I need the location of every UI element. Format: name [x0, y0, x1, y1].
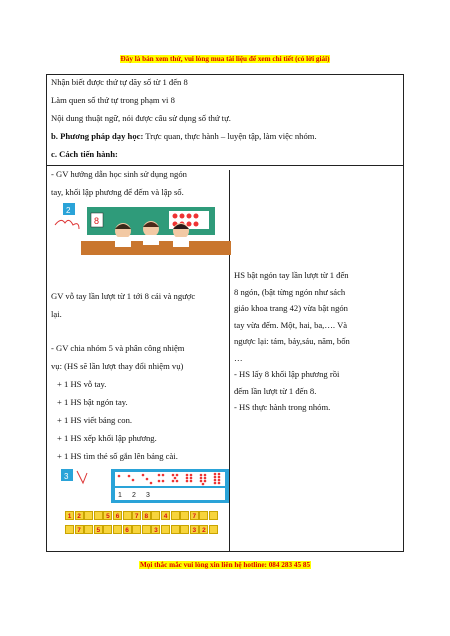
objective-1: Nhận biết được thứ tự dãy số từ 1 đến 8 [51, 77, 188, 87]
number-card [171, 511, 180, 520]
student-line-9: - HS thực hành trong nhóm. [234, 402, 331, 412]
procedure-heading: c. Cách tiến hành: [51, 149, 118, 159]
number-card [171, 525, 180, 534]
illus2-badge: 3 [64, 472, 69, 481]
number-card [142, 525, 151, 534]
student-line-6: … [234, 352, 243, 363]
student-line-2: 8 ngón, (bật từng ngón như sách [234, 286, 346, 297]
number-card: 7 [190, 511, 199, 520]
task-2: + 1 HS bật ngón tay. [57, 397, 128, 407]
number-card [161, 525, 170, 534]
top-row-num-3: 3 [146, 492, 150, 499]
classroom-image [51, 203, 231, 255]
number-card [199, 511, 208, 520]
task-3: + 1 HS viết bảng con. [57, 415, 133, 425]
student-line-4: tay vừa đếm. Một, hai, ba,…. Và [234, 319, 348, 330]
methods-text: Trực quan, thực hành – luyện tập, làm việc nhóm. [143, 131, 317, 141]
student-line-5: ngược lại: tám, bảy,sáu, năm, bốn [234, 336, 350, 346]
number-card: 3 [151, 525, 160, 534]
step2-line2: lại. [51, 309, 62, 319]
objective-2: Làm quen số thứ tự trong phạm vi 8 [51, 95, 175, 105]
dice-cards-image [51, 467, 231, 503]
number-card [151, 511, 160, 520]
methods-label: b. Phương pháp dạy học: [51, 131, 144, 141]
number-card [84, 525, 93, 534]
row-divider [47, 165, 403, 166]
number-card: 5 [94, 525, 103, 534]
number-card: 6 [123, 525, 132, 534]
classroom-illustration [51, 203, 231, 255]
student-line-7: - HS lấy 8 khối lập phương rồi [234, 369, 340, 379]
number-card: 2 [75, 511, 84, 520]
number-card [180, 511, 189, 520]
illus1-badge: 2 [66, 206, 71, 215]
number-card: 3 [190, 525, 199, 534]
number-card [103, 525, 112, 534]
step1-line2: tay, khối lập phương để đếm và lập số. [51, 187, 184, 197]
number-card [113, 525, 122, 534]
top-row-num-2: 2 [132, 492, 136, 499]
task-5: + 1 HS tìm thẻ số gắn lên bảng cài. [57, 451, 178, 461]
student-line-3: giáo khoa trang 42) vừa bật ngón [234, 303, 348, 313]
number-card: 7 [75, 525, 84, 534]
number-card: 5 [103, 511, 112, 520]
illus1-card: 8 [94, 216, 100, 226]
top-row-num-1: 1 [118, 492, 122, 499]
lesson-table [46, 74, 404, 552]
objective-3: Nội dung thuật ngữ, nói được câu sử dụng số thứ tự. [51, 113, 231, 123]
step3-line2: vụ: (HS sẽ lần lượt thay đổi nhiệm vụ) [51, 361, 184, 371]
task-4: + 1 HS xếp khối lập phương. [57, 433, 157, 443]
step3-line1: - GV chia nhóm 5 và phân công nhiệm [51, 343, 185, 353]
number-card: 4 [161, 511, 170, 520]
methods-line [51, 131, 317, 142]
preview-banner: Đây là bản xem thử, vui lòng mua tài liệu để xem chi tiết (có lời giải) [120, 55, 330, 63]
number-cards-illustration [51, 467, 231, 547]
student-line-1: HS bật ngón tay lần lượt từ 1 đến [234, 270, 349, 280]
hotline-banner: Mọi thắc mắc vui lòng xin liên hệ hotline: 084 283 45 85 [139, 561, 311, 569]
number-card [132, 525, 141, 534]
number-card [94, 511, 103, 520]
number-card [209, 511, 218, 520]
number-card [84, 511, 93, 520]
number-card [123, 511, 132, 520]
number-card: 7 [132, 511, 141, 520]
number-card: 8 [142, 511, 151, 520]
student-activities [234, 267, 399, 416]
number-card [209, 525, 218, 534]
number-card [65, 525, 74, 534]
student-line-8: đếm lần lượt từ 1 đến 8. [234, 385, 317, 396]
task-1: + 1 HS vỗ tay. [57, 379, 107, 389]
step2-line1: GV vỗ tay lần lượt từ 1 tới 8 cái và ngược [51, 291, 196, 301]
number-card: 2 [199, 525, 208, 534]
number-card [180, 525, 189, 534]
number-card: 1 [65, 511, 74, 520]
number-card: 6 [113, 511, 122, 520]
step1-line1: - GV hướng dẫn học sinh sử dụng ngón [51, 169, 187, 179]
